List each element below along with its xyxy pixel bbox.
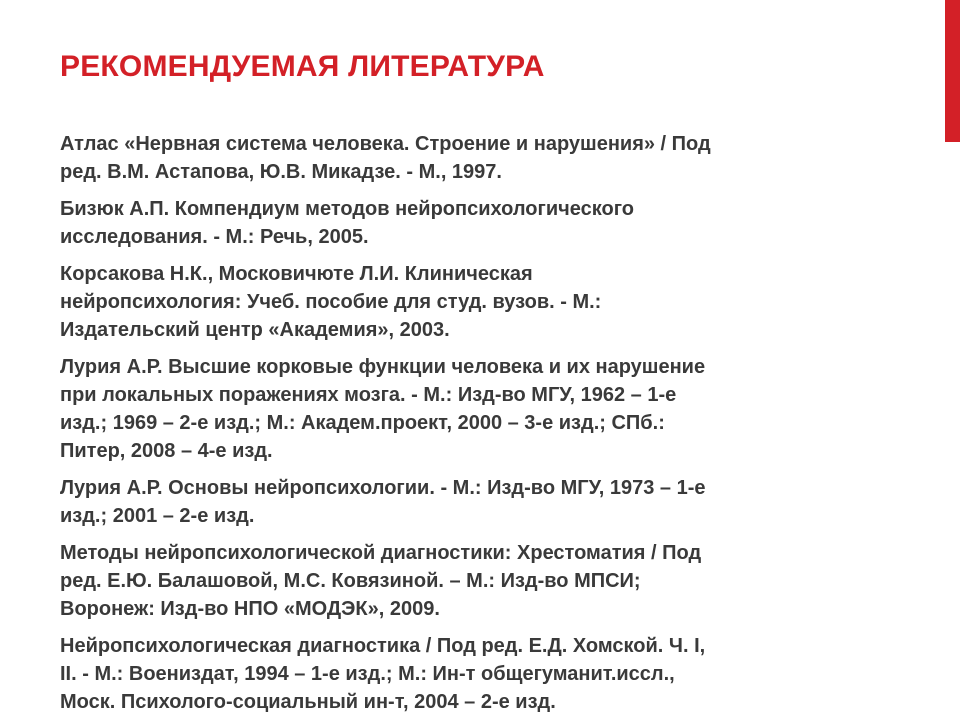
reference-item: Атлас «Нервная система человека. Строение и нарушения» / Под ред. В.М. Астапова, Ю.В. Микадзе. - М., 1997. [60,133,711,183]
reference-list [60,130,860,725]
reference-item: Лурия А.Р. Основы нейропсихологии. - М.: Изд-во МГУ, 1973 – 1-е изд.; 2001 – 2-е изд. [60,477,706,527]
reference-item: Методы нейропсихологической диагностики: Хрестоматия / Под ред. Е.Ю. Балашовой, М.С. Ковязиной. – М.: Изд-во МПСИ; Воронеж: Изд-во НПО «МОДЭК», 2009. [60,542,702,620]
reference-item: Нейропсихологическая диагностика / Под ред. Е.Д. Хомской. Ч. I, II. - М.: Воениздат, 1994 – 1-е изд.; М.: Ин-т общегуманит.иссл., Моск. Психолого-социальный ин-т, 2004 – 2-е изд. [60,635,706,713]
slide-title: РЕКОМЕНДУЕМАЯ ЛИТЕРАТУРА [60,50,545,83]
reference-item: Бизюк А.П. Компендиум методов нейропсихологического исследования. - М.: Речь, 2005. [60,198,634,248]
reference-item: Корсакова Н.К., Московичюте Л.И. Клиническая нейропсихология: Учеб. пособие для студ. вузов. - М.: Издательский центр «Академия», 2003. [60,263,602,341]
accent-bar [945,0,960,142]
reference-item: Лурия А.Р. Высшие корковые функции человека и их нарушение при локальных поражениях мозга. - М.: Изд-во МГУ, 1962 – 1-е изд.; 1969 – 2-е изд.; М.: Академ.проект, 2000 – 3-е изд.; СПб.: Питер, 2008 – 4-е изд. [60,356,706,462]
